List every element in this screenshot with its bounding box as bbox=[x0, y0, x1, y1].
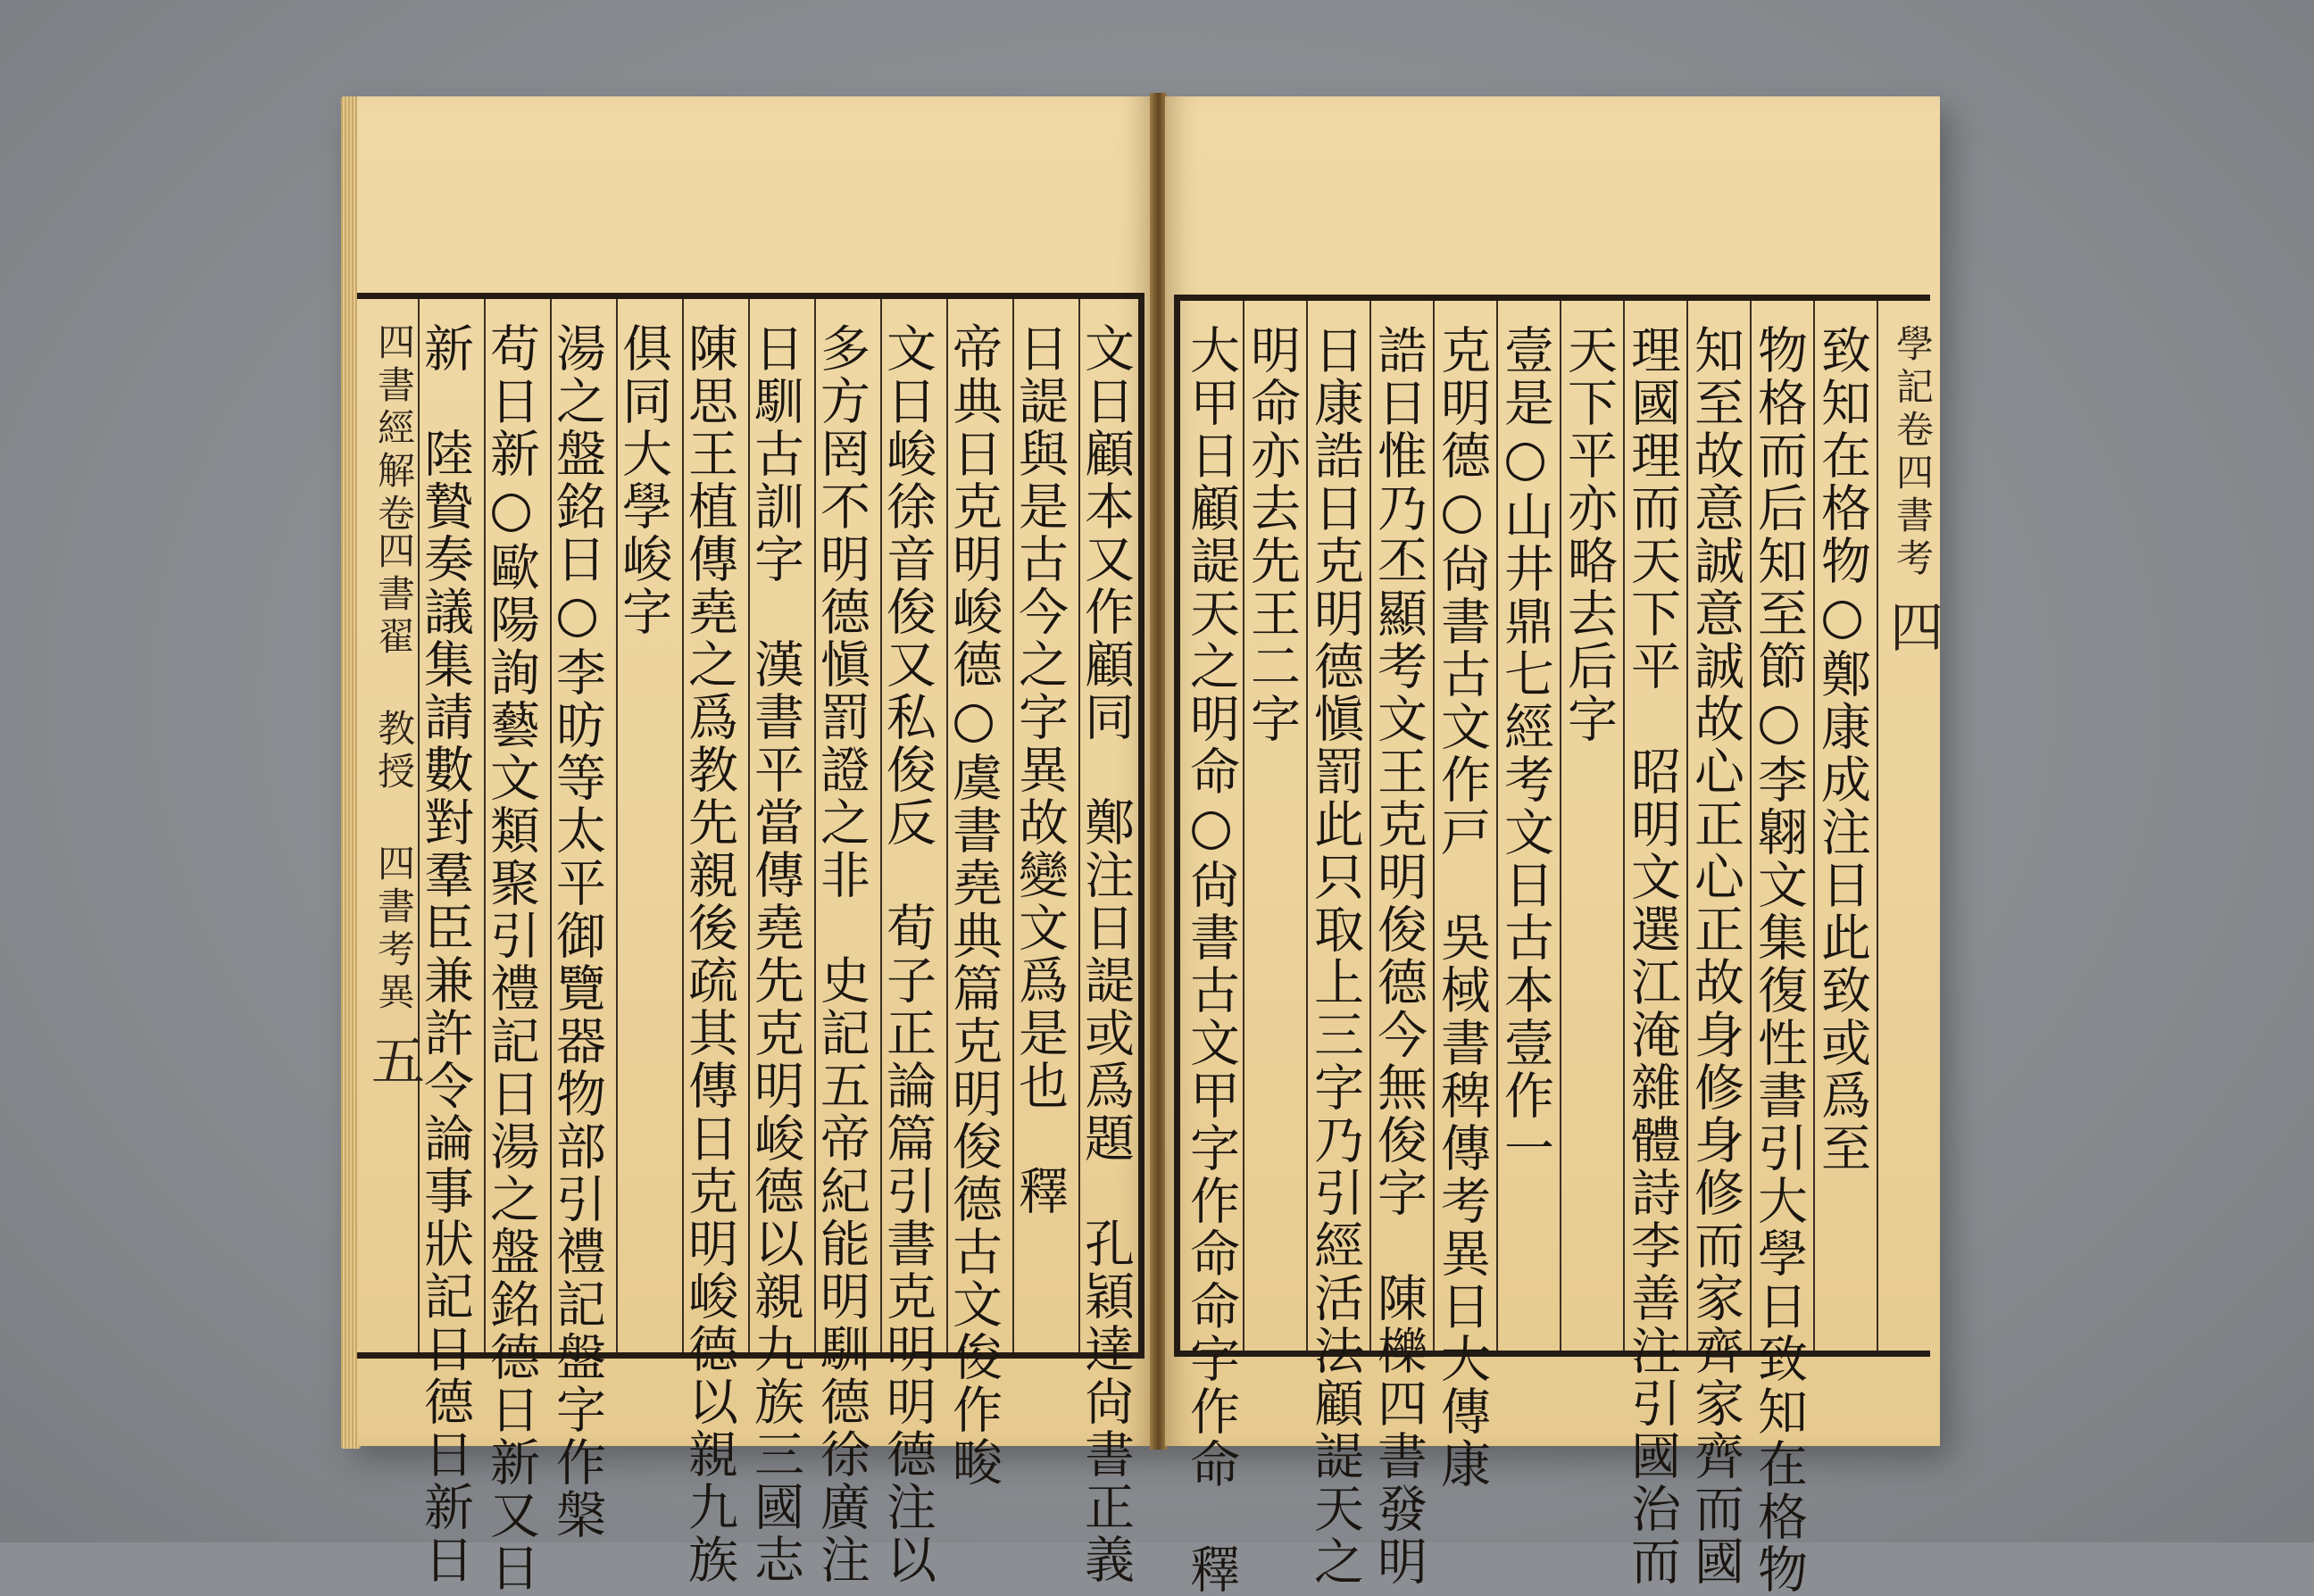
right-margin-heading bbox=[1879, 324, 1944, 1328]
right-margin-sub: 四書考 bbox=[1891, 453, 1935, 581]
left-col-6: 日馴古訓字 漢書平當傳堯先克明峻德以親九族三國志 bbox=[746, 322, 804, 1586]
right-col-10: 明命亦去先王二字 bbox=[1243, 324, 1301, 745]
left-margin-title: 四書經解 bbox=[372, 322, 416, 494]
left-col-4: 文日峻徐音俊又私俊反 荀子正論篇引書克明明德注以 bbox=[878, 322, 936, 1586]
left-col-11: 新 陸贄奏議集請數對羣臣兼許令論事狀記日德日新日 bbox=[416, 322, 474, 1586]
right-col-3: 知至故意誠意誠故心正心正故身修身修而家齊家齊而國 bbox=[1686, 324, 1744, 1588]
right-col-2: 物格而后知至節○李翺文集復性書引大學日致知在格物 bbox=[1750, 324, 1808, 1596]
left-margin-heading bbox=[361, 322, 425, 1326]
right-col-4: 理國理而天下平 昭明文選江淹雜體詩李善注引國治而 bbox=[1623, 324, 1681, 1588]
left-margin-marker: 卷 bbox=[372, 494, 416, 531]
right-page-number: 四 bbox=[1881, 599, 1944, 658]
right-col-7: 克明德○尙書古文作戸 吳棫書稗傳考異日大傳康 bbox=[1433, 324, 1491, 1491]
left-col-7: 陳思王植傳堯之爲教先親後疏其傳日克明峻德以親九族 bbox=[680, 322, 738, 1586]
left-col-3: 帝典日克明峻德○虞書堯典篇克明俊德古文俊作畯 bbox=[945, 322, 1003, 1489]
right-print-frame bbox=[1174, 295, 1944, 1596]
left-col-1: 文日顧本又作顧同 鄭注日諟或爲題 孔穎達尙書正義 bbox=[1077, 322, 1135, 1586]
left-col-5: 多方罔不明德愼罰證之非 史記五帝紀能明馴德徐廣注 bbox=[812, 322, 870, 1586]
right-col-9: 日康誥日克明德愼罰此只取上三字乃引經活法顧諟天之 bbox=[1306, 324, 1364, 1588]
left-col-9: 湯之盤銘日○李昉等太平御覽器物部引禮記盤字作槃 bbox=[548, 322, 606, 1542]
right-col-1: 致知在格物○鄭康成注日此致或爲至 bbox=[1813, 324, 1871, 1175]
left-col-8: 俱同大學峻字 bbox=[614, 322, 672, 638]
right-col-8: 誥日惟乃丕顯考文王克明俊德今無俊字 陳櫟四書發明 bbox=[1369, 324, 1428, 1588]
right-col-11: 大甲日顧諟天之明命○尙書古文甲字作命命字作命 釋 bbox=[1182, 324, 1240, 1596]
rule bbox=[1877, 301, 1878, 1351]
right-margin-title: 學記卷 bbox=[1891, 324, 1935, 453]
left-print-frame bbox=[357, 293, 1145, 1594]
left-margin-sub: 四書 bbox=[372, 531, 416, 617]
right-col-5: 天下平亦略去后字 bbox=[1560, 324, 1618, 745]
left-col-2: 日諟與是古今之字異故變文爲是也 釋 bbox=[1011, 322, 1069, 1218]
left-col-10: 苟日新○歐陽詢藝文類聚引禮記日湯之盤銘德日新又日 bbox=[482, 322, 540, 1594]
right-col-6: 壹是○山井鼎七經考文日古本壹作一 bbox=[1496, 324, 1554, 1175]
right-page bbox=[1165, 96, 1944, 1596]
left-margin-author: 翟 教授 四書考異 bbox=[372, 617, 416, 1015]
left-page bbox=[357, 96, 1152, 1594]
left-page-number: 五 bbox=[362, 1033, 425, 1092]
